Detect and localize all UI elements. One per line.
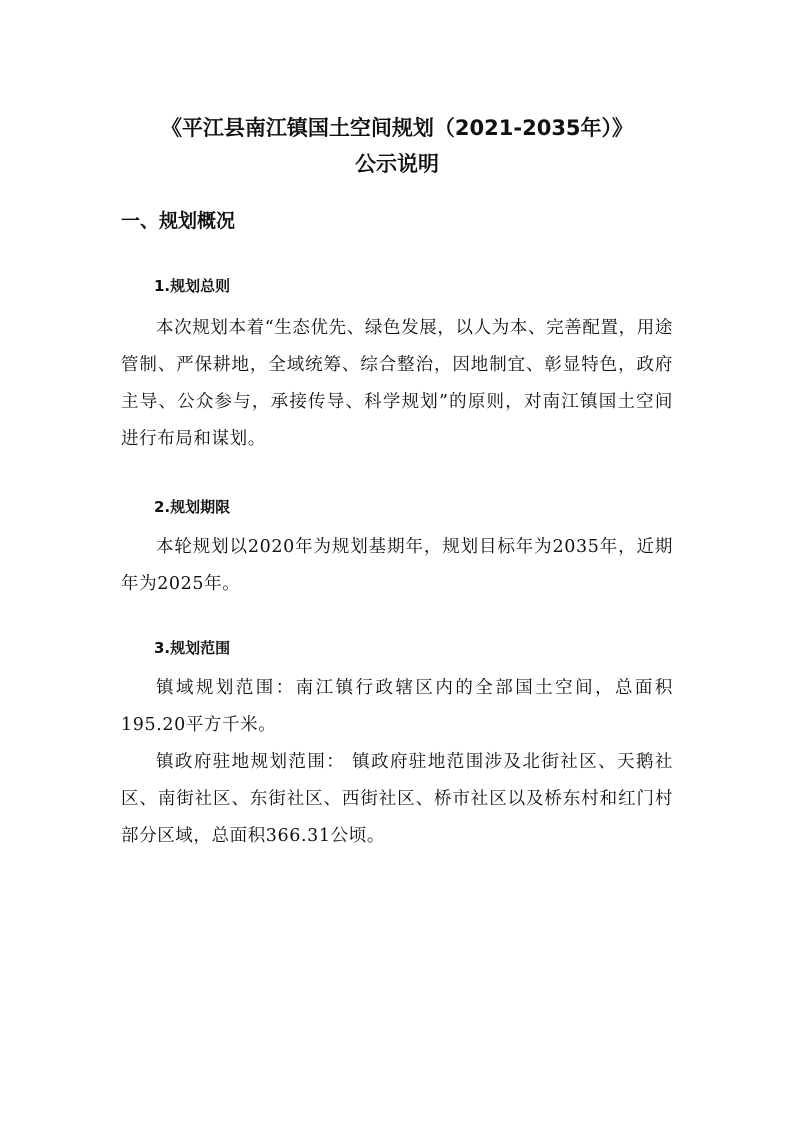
subsection-heading-scope: 3.规划范围 bbox=[154, 639, 231, 657]
subsection-heading-principles: 1.规划总则 bbox=[154, 277, 231, 295]
section-heading-overview: 一、规划概况 bbox=[121, 210, 236, 232]
document-subtitle: 公示说明 bbox=[355, 152, 439, 176]
paragraph-period: 本轮规划以2020年为规划基期年，规划目标年为2035年，近期年为2025年。 bbox=[121, 537, 673, 594]
subsection-heading-period: 2.规划期限 bbox=[154, 498, 231, 516]
paragraph-town-scope: 镇域规划范围：南江镇行政辖区内的全部国土空间，总面积195.20平方千米。 bbox=[121, 678, 673, 735]
document-title: 《平江县南江镇国土空间规划（2021-2035年）》 bbox=[160, 116, 634, 140]
paragraph-principles: 本次规划本着“生态优先、绿色发展，以人为本、完善配置，用途管制、严保耕地，全域统筹、综合整治，因地制宜、彰显特色，政府主导、公众参与，承接传导、科学规划”的原则，对南江镇国土空间进行布局和谋划。 bbox=[121, 318, 673, 449]
paragraph-seat-scope: 镇政府驻地规划范围： 镇政府驻地范围涉及北街社区、天鹅社区、南街社区、东街社区、西街社区、桥市社区以及桥东村和红门村部分区域，总面积366.31公顷。 bbox=[121, 752, 673, 846]
